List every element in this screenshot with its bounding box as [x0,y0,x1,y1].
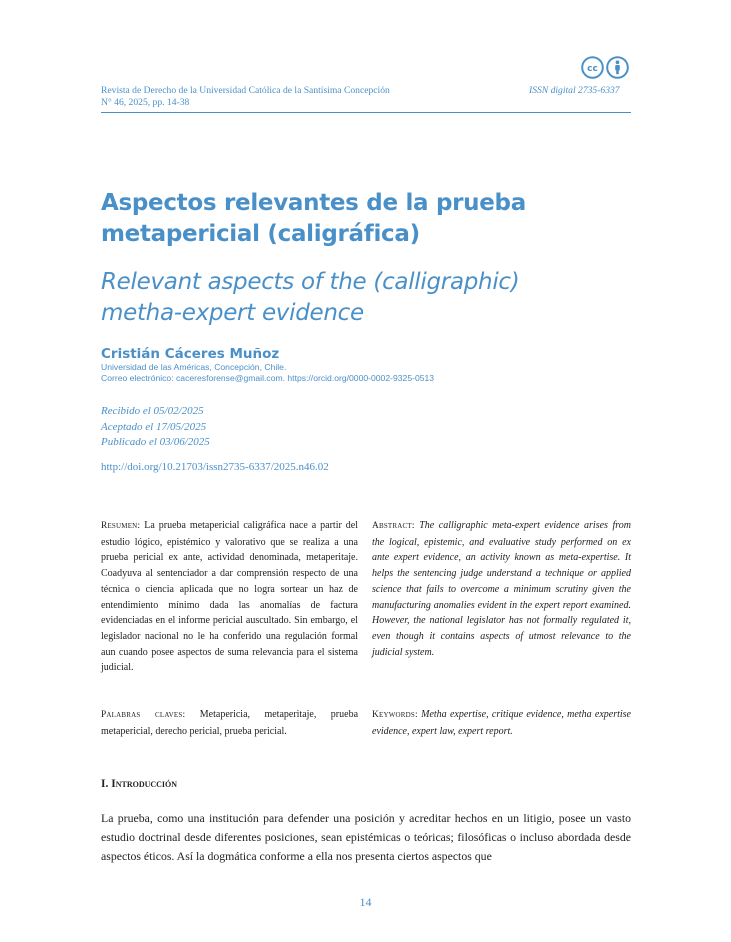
abstract-text: The calligraphic meta-expert evidence arises from the logical, epistemic, and evaluative study performed on ex ante expert evidence, an activity known as meta-expertise. It helps the sentencing judge understand a technique or applied science that fails to overcome a minimum scrutiny given the manufacturing anomalies evident in the expert report examined. However, the national legislator has not formally regulated it, even though it contains aspects of utmost relevance to the judicial system. [372,520,631,658]
article-dates [101,404,210,451]
palabras-claves-text: Metapericia, metaperitaje, prueba metapericial, derecho pericial, prueba pericial. [101,709,359,737]
resumen-label: Resumen: [101,521,141,531]
abstract-block [372,518,631,660]
palabras-claves-block [101,707,358,739]
journal-issue: N° 46, 2025, pp. 14-38 [101,97,190,108]
doi-link[interactable]: http://doi.org/10.21703/issn2735-6337/2025.n46.02 [101,461,329,473]
resumen-text: La prueba metapericial caligráfica nace a partir del estudio lógico, epistémico y valorativo que se realiza a una prueba pericial ex ante, actividad denominada, metaperitaje. Coadyuva al sentenciador a dar comprensión respecto de una técnica o ciencia aplicada que no logra sortear un haz de entendimiento mínimo dada las anomalías de factura evidenciadas en el informe pericial auscultado. Sin embargo, el legislador nacional no le ha conferido una regulación formal aun cuando posee aspectos de suma relevancia para el sistema judicial. [101,520,359,674]
keywords-label: Keywords: [372,710,418,720]
author-affiliation: Universidad de las Américas, Concepción, Chile. [101,362,287,372]
date-received: Recibido el 05/02/2025 [101,405,204,417]
issn: ISSN digital 2735-6337 [529,85,620,96]
author-contact[interactable]: Correo electrónico: caceresforense@gmail.com. https://orcid.org/0000-0002-9325-0513 [101,373,435,383]
date-published: Publicado el 03/06/2025 [101,436,210,448]
by-attribution-icon [606,56,629,79]
date-accepted: Aceptado el 17/05/2025 [101,420,207,433]
svg-text:cc: cc [587,64,598,74]
license-badge[interactable] [581,56,629,79]
journal-name: Revista de Derecho de la Universidad Católica de la Santísima Concepción [101,85,390,96]
keywords-block [372,707,631,739]
abstract-label: Abstract: [372,521,415,531]
header-divider [101,112,631,113]
palabras-claves-label: Palabras claves: [101,710,186,720]
resumen-block [101,518,358,676]
author-affiliation-block [101,362,434,384]
article-title-en: Relevant aspects of the (calligraphic) metha-expert evidence [101,269,520,326]
section-title: Introducción [111,778,178,790]
section-heading [101,778,177,790]
page-number: 14 [359,895,372,909]
author-name: Cristián Cáceres Muñoz [101,346,280,362]
article-title-es: Aspectos relevantes de la prueba metapericial (caligráfica) [101,190,526,247]
journal-header [101,85,390,109]
body-paragraph: La prueba, como una institución para defender una posición y acreditar hechos en un litigio, posee un vasto estudio doctrinal desde diferentes posiciones, sean epistémicas o teóricas; filosóficas o incluso abordada desde aspectos éticos. Así la dogmática conforme a ella nos presenta ciertos aspectos que [101,811,631,863]
keywords-text: Metha expertise, critique evidence, metha expertise evidence, expert law, expert report. [372,709,631,737]
section-number: I. [101,778,109,790]
cc-icon [581,56,604,79]
